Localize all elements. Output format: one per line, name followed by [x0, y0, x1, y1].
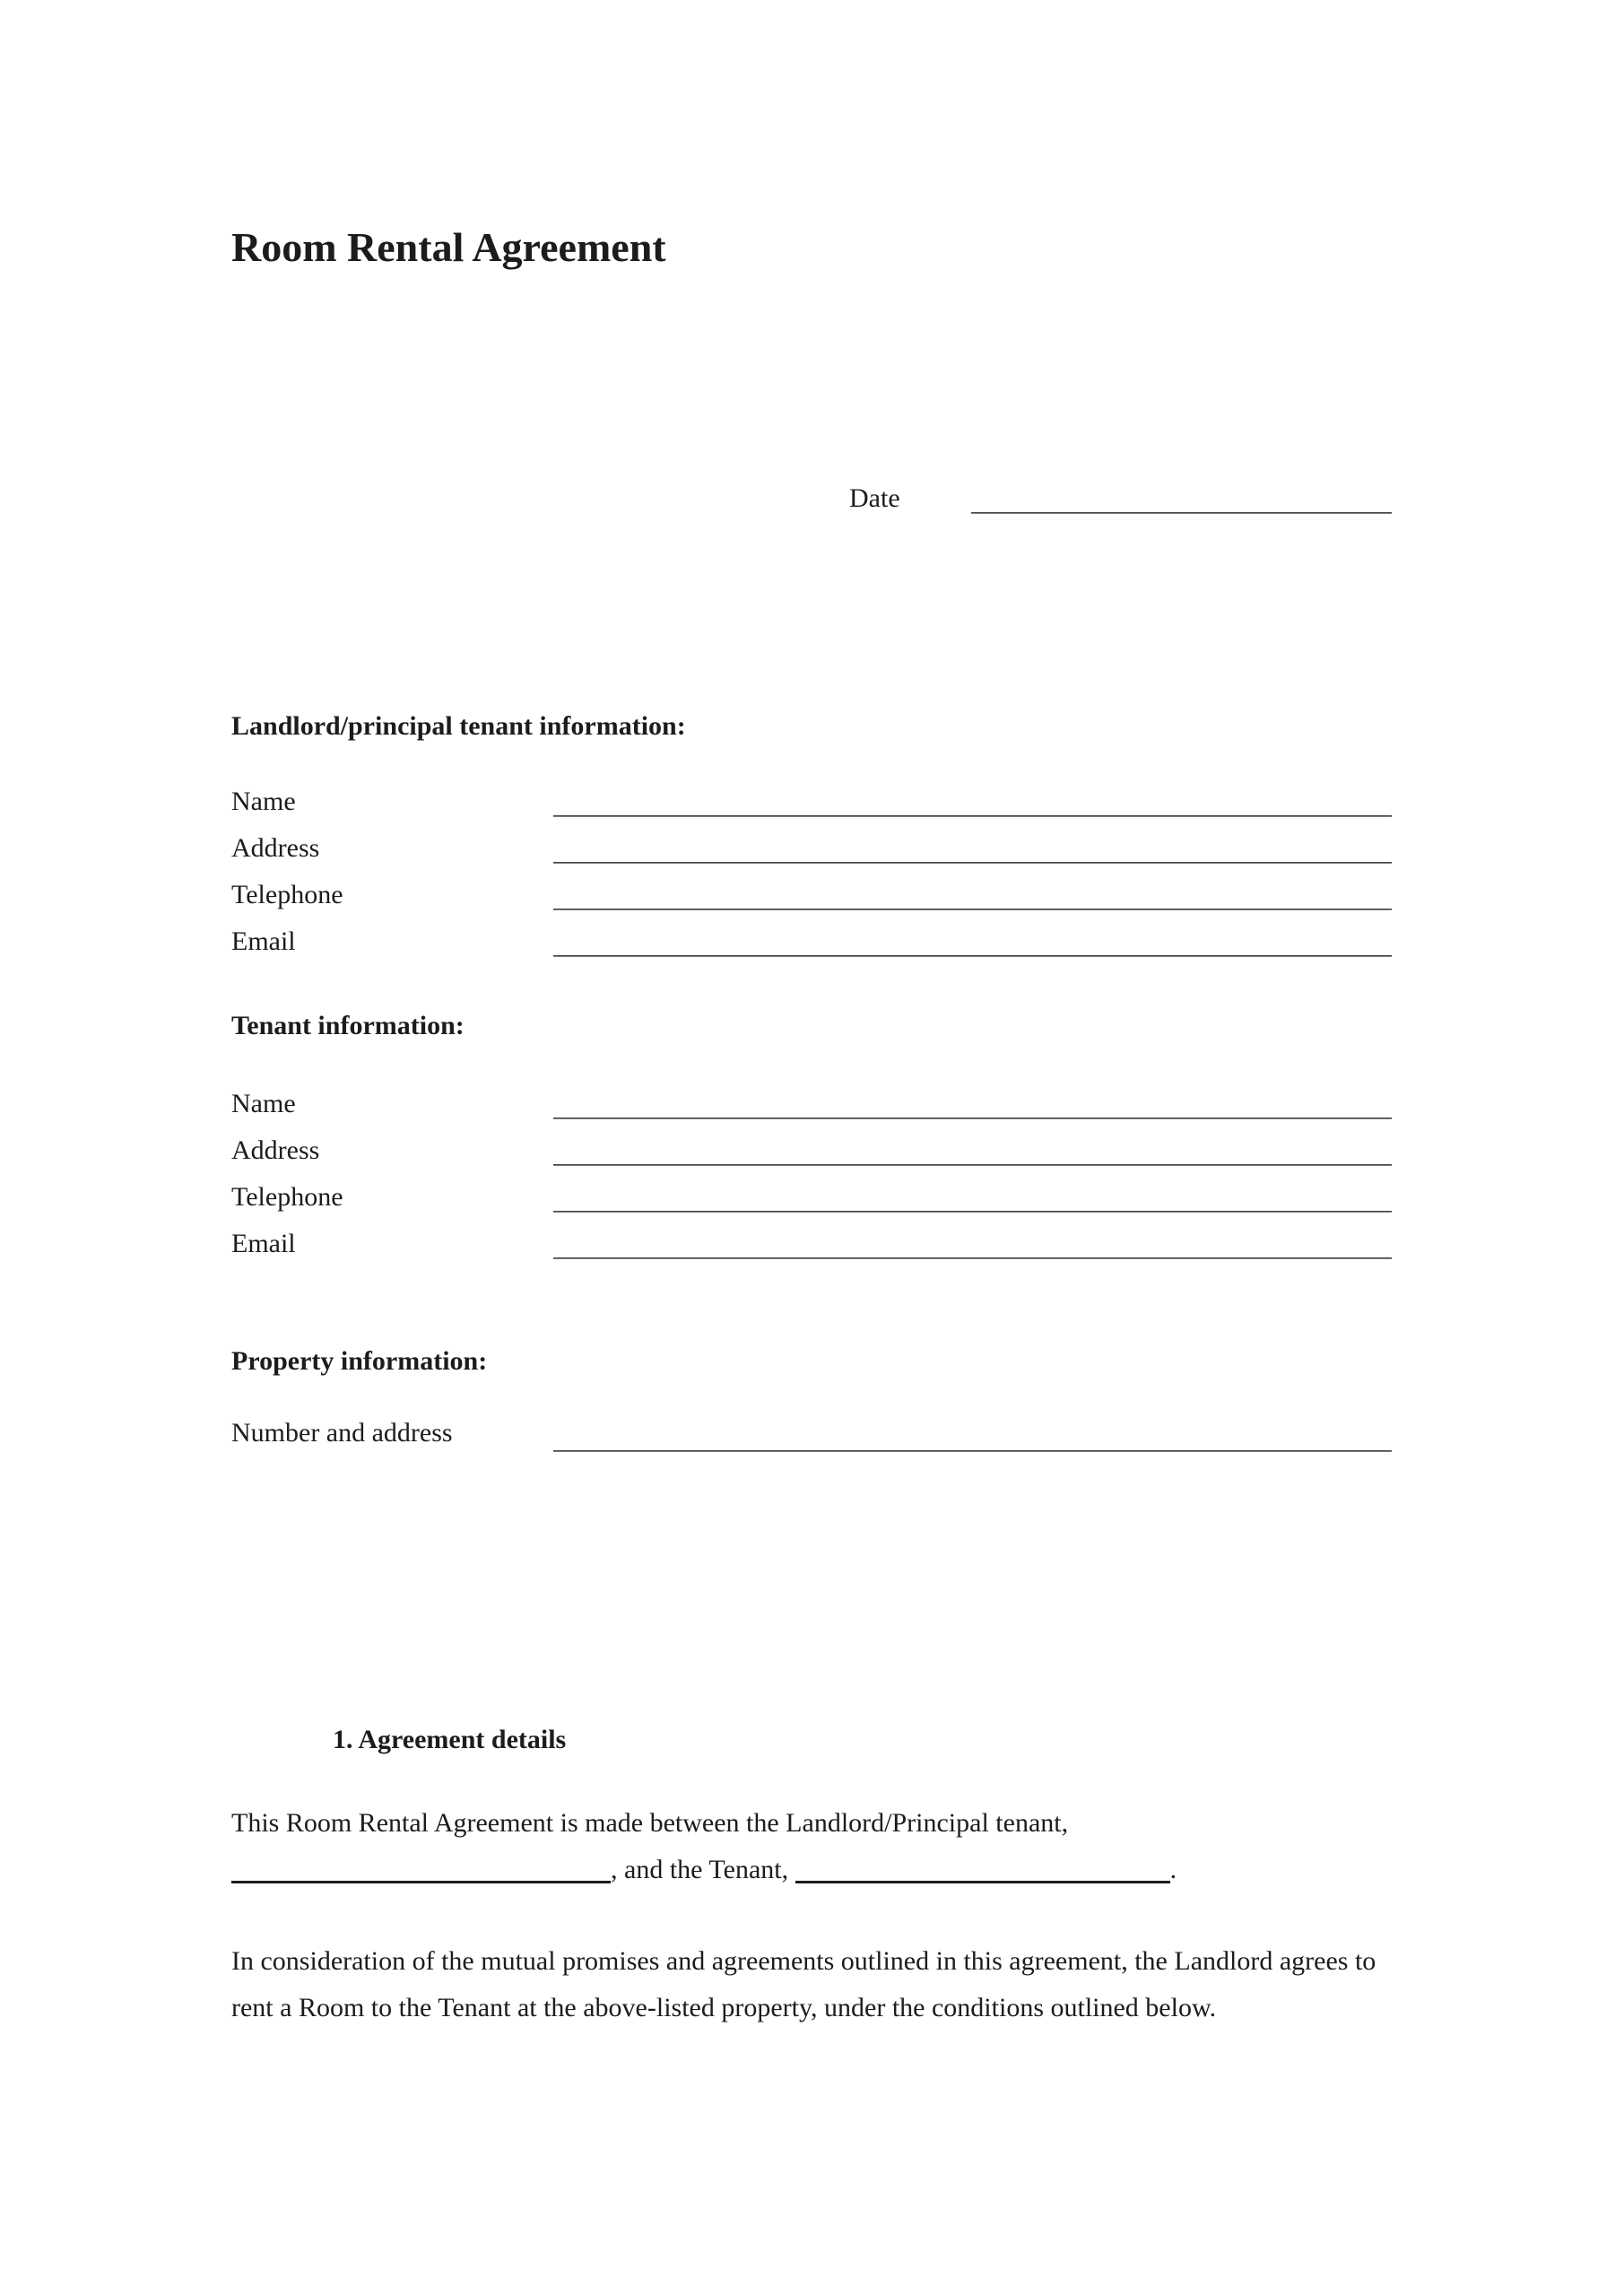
agreement-intro-text-after: . [1169, 1855, 1177, 1884]
tenant-address-label: Address [231, 1135, 320, 1165]
landlord-telephone-line[interactable] [553, 909, 1392, 910]
landlord-address-label: Address [231, 833, 320, 863]
agreement-consideration-paragraph: In consideration of the mutual promises and agreements outlined in this agreement, the Landlord agrees to rent a Room to the Tenant at the above-listed property, under the conditions outlined below. [231, 1946, 1376, 2022]
date-label: Date [849, 483, 900, 513]
tenant-name-line[interactable] [553, 1118, 1392, 1119]
property-section-heading: Property information: [231, 1346, 488, 1376]
landlord-email-line[interactable] [553, 955, 1392, 957]
tenant-section-heading: Tenant information: [231, 1011, 465, 1040]
tenant-email-label: Email [231, 1229, 296, 1258]
tenant-telephone-line[interactable] [553, 1211, 1392, 1213]
landlord-section-heading: Landlord/principal tenant information: [231, 711, 686, 741]
tenant-address-line[interactable] [553, 1164, 1392, 1166]
agreement-intro-text-before: This Room Rental Agreement is made between the Landlord/Principal tenant, [231, 1808, 1069, 1838]
property-number-address-label: Number and address [231, 1418, 453, 1448]
landlord-name-label: Name [231, 787, 296, 816]
landlord-email-label: Email [231, 926, 296, 956]
tenant-name-blank[interactable] [795, 1879, 1170, 1883]
landlord-telephone-label: Telephone [231, 880, 343, 909]
property-number-address-line[interactable] [553, 1450, 1392, 1452]
landlord-name-line[interactable] [553, 815, 1392, 817]
agreement-intro-text-middle: , and the Tenant, [611, 1855, 789, 1884]
tenant-telephone-label: Telephone [231, 1182, 343, 1212]
agreement-intro-paragraph [231, 1800, 1392, 1893]
tenant-name-label: Name [231, 1089, 296, 1118]
document-title: Room Rental Agreement [231, 224, 666, 270]
date-input-line[interactable] [971, 512, 1392, 514]
tenant-email-line[interactable] [553, 1257, 1392, 1259]
landlord-address-line[interactable] [553, 862, 1392, 864]
agreement-details-heading: 1. Agreement details [333, 1725, 567, 1754]
landlord-name-blank[interactable] [231, 1879, 611, 1883]
